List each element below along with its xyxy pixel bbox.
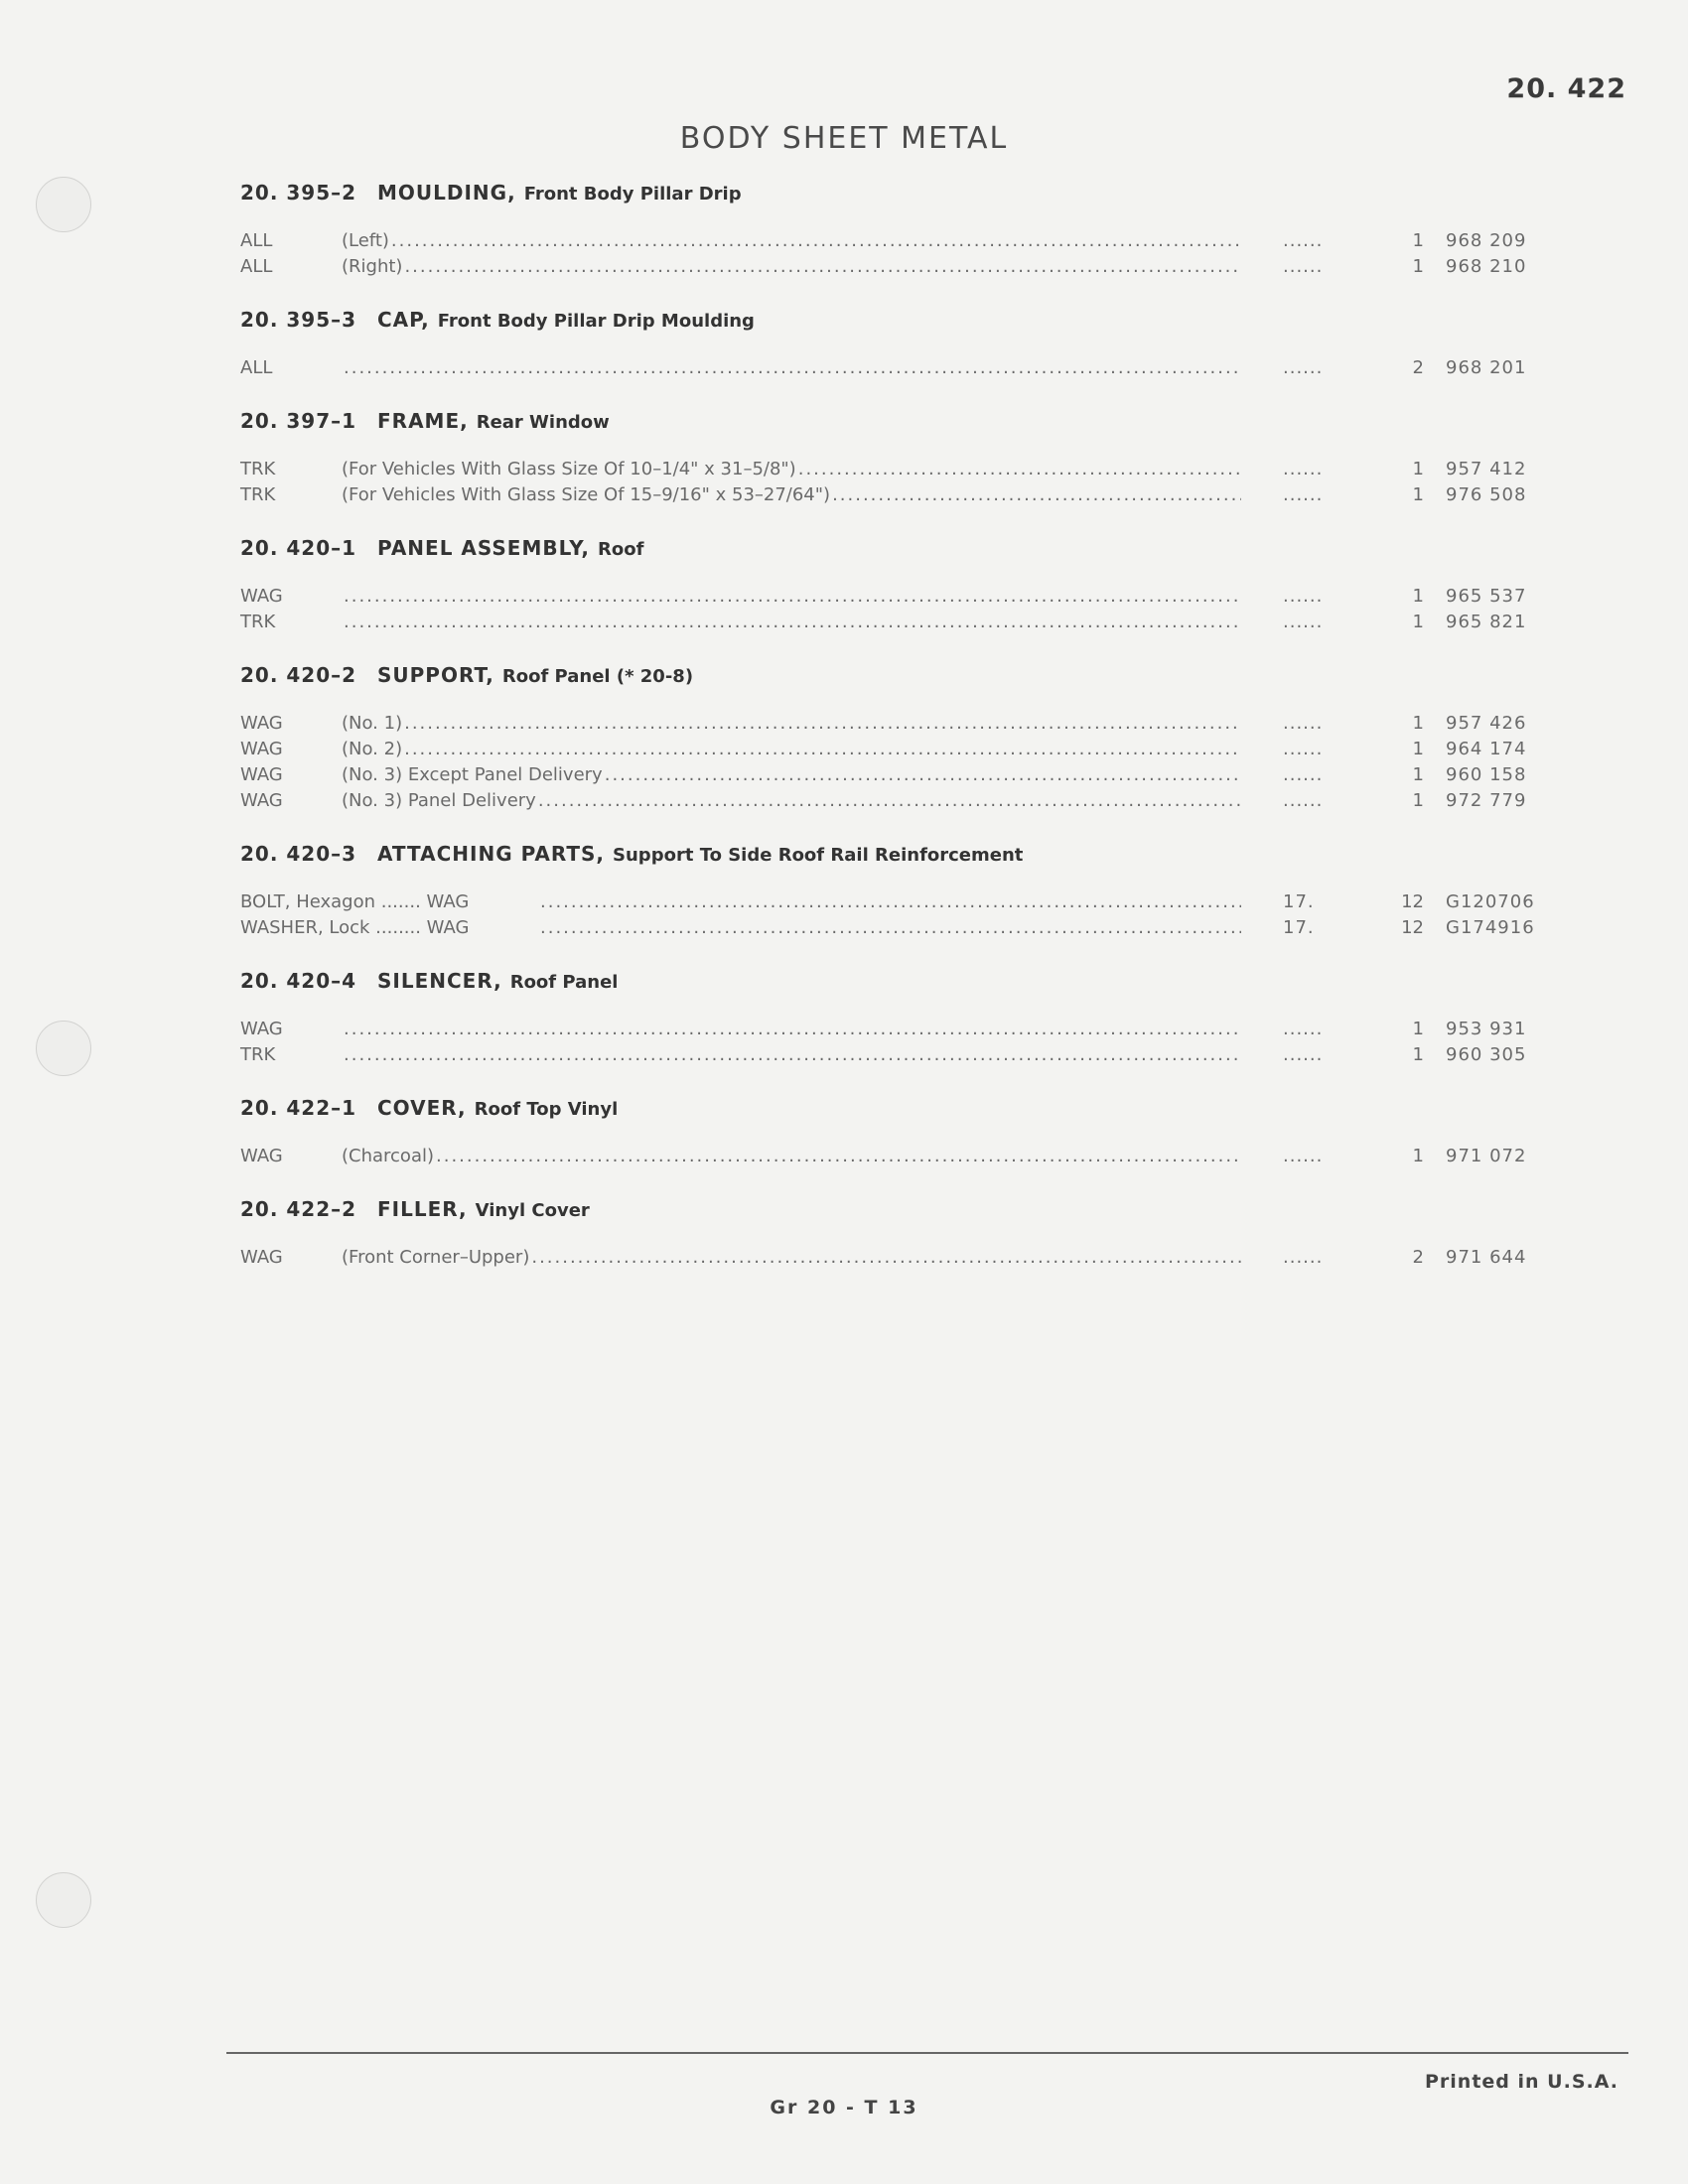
model-code: WAG <box>240 790 283 811</box>
model-code: TRK <box>240 612 276 632</box>
section <box>240 842 1561 943</box>
part-description-text: (Right) <box>342 256 403 277</box>
part-description-text: (For Vehicles With Glass Size Of 10–1/4" x 31–5/8") <box>342 459 796 479</box>
section <box>240 1197 1561 1273</box>
section-number: 20. 420–3 <box>240 842 357 866</box>
model-code: BOLT, Hexagon ....... WAG <box>240 891 470 912</box>
reference: ...... <box>1283 764 1324 785</box>
section-name: SUPPORT, <box>377 663 494 687</box>
parts-list <box>240 181 1561 1298</box>
part-number: G120706 <box>1446 891 1535 912</box>
leader-dots <box>344 1019 1241 1039</box>
page-number: 20. 422 <box>1506 73 1626 104</box>
part-number: 971 644 <box>1446 1247 1527 1268</box>
part-number: 972 779 <box>1446 790 1527 811</box>
punch-hole <box>36 1021 91 1076</box>
section-heading <box>240 969 1561 1005</box>
reference: ...... <box>1283 256 1324 277</box>
quantity: 12 <box>1401 891 1424 912</box>
model-code: ALL <box>240 256 273 277</box>
section-number: 20. 397–1 <box>240 409 357 433</box>
part-number: 971 072 <box>1446 1146 1527 1166</box>
section-number: 20. 422–2 <box>240 1197 357 1221</box>
part-description <box>342 230 1241 251</box>
quantity: 1 <box>1412 713 1424 734</box>
section-number: 20. 422–1 <box>240 1096 357 1120</box>
part-number: 960 305 <box>1446 1044 1527 1065</box>
model-code: WAG <box>240 739 283 759</box>
quantity: 1 <box>1412 739 1424 759</box>
reference: ...... <box>1283 230 1324 251</box>
part-description <box>342 764 1241 785</box>
section-description: Roof <box>598 539 644 560</box>
part-row <box>240 790 1561 816</box>
part-number: 964 174 <box>1446 739 1527 759</box>
section-name: SILENCER, <box>377 969 502 993</box>
section <box>240 969 1561 1070</box>
section-description: Roof Top Vinyl <box>474 1099 619 1120</box>
part-description <box>342 484 1241 505</box>
part-number: 968 201 <box>1446 357 1527 378</box>
section <box>240 1096 1561 1171</box>
section-description: Support To Side Roof Rail Reinforcement <box>613 845 1024 866</box>
part-description-text: (For Vehicles With Glass Size Of 15–9/16" x 53–27/64") <box>342 484 831 505</box>
part-row <box>240 1044 1561 1070</box>
part-rows <box>240 1019 1561 1070</box>
model-code: TRK <box>240 459 276 479</box>
section-description: Rear Window <box>476 412 610 433</box>
reference: ...... <box>1283 459 1324 479</box>
section <box>240 181 1561 282</box>
part-rows <box>240 891 1561 943</box>
model-code: WAG <box>240 586 283 607</box>
section <box>240 308 1561 383</box>
quantity: 1 <box>1412 1019 1424 1039</box>
part-number: 965 537 <box>1446 586 1527 607</box>
quantity: 1 <box>1412 484 1424 505</box>
leader-dots <box>436 1146 1241 1166</box>
leader-dots <box>391 230 1241 251</box>
model-code: WASHER, Lock ........ WAG <box>240 917 470 938</box>
section-number: 20. 395–3 <box>240 308 357 332</box>
part-rows <box>240 1146 1561 1171</box>
part-row <box>240 764 1561 790</box>
model-code: WAG <box>240 764 283 785</box>
part-row <box>240 917 1561 943</box>
section <box>240 409 1561 510</box>
punch-hole <box>36 1872 91 1928</box>
leader-dots <box>344 612 1241 632</box>
reference: ...... <box>1283 612 1324 632</box>
section-number: 20. 420–2 <box>240 663 357 687</box>
part-description <box>342 612 1241 632</box>
section-description: Roof Panel <box>509 972 619 993</box>
quantity: 1 <box>1412 459 1424 479</box>
reference: ...... <box>1283 1044 1324 1065</box>
reference: ...... <box>1283 790 1324 811</box>
part-rows <box>240 1247 1561 1273</box>
part-description <box>342 1044 1241 1065</box>
part-description <box>342 739 1241 759</box>
part-row <box>240 612 1561 637</box>
part-rows <box>240 357 1561 383</box>
leader-dots <box>404 256 1241 277</box>
part-rows <box>240 230 1561 282</box>
section-heading <box>240 409 1561 445</box>
section-name: PANEL ASSEMBLY, <box>377 536 591 560</box>
leader-dots <box>404 713 1241 734</box>
part-number: G174916 <box>1446 917 1535 938</box>
model-code: WAG <box>240 1019 283 1039</box>
part-number: 976 508 <box>1446 484 1527 505</box>
section-name: FRAME, <box>377 409 469 433</box>
section-number: 20. 420–1 <box>240 536 357 560</box>
part-row <box>240 713 1561 739</box>
section-number: 20. 395–2 <box>240 181 357 205</box>
quantity: 12 <box>1401 917 1424 938</box>
reference: ...... <box>1283 1146 1324 1166</box>
part-description-text: (No. 1) <box>342 713 403 734</box>
section-description: Vinyl Cover <box>475 1200 590 1221</box>
quantity: 2 <box>1412 1247 1424 1268</box>
part-number: 957 426 <box>1446 713 1527 734</box>
section-heading <box>240 308 1561 343</box>
part-row <box>240 230 1561 256</box>
section-heading <box>240 842 1561 878</box>
part-row <box>240 459 1561 484</box>
leader-dots <box>832 484 1241 505</box>
section-heading <box>240 181 1561 216</box>
part-description-text: (No. 2) <box>342 739 403 759</box>
leader-dots <box>344 1044 1241 1065</box>
section-heading <box>240 663 1561 699</box>
part-row <box>240 586 1561 612</box>
model-code: WAG <box>240 1146 283 1166</box>
reference: ...... <box>1283 484 1324 505</box>
part-row <box>240 1247 1561 1273</box>
reference: 17. <box>1283 917 1315 938</box>
part-row <box>240 739 1561 764</box>
model-code: TRK <box>240 484 276 505</box>
part-row <box>240 484 1561 510</box>
section-name: MOULDING, <box>377 181 516 205</box>
section-number: 20. 420–4 <box>240 969 357 993</box>
part-rows <box>240 459 1561 510</box>
part-description <box>342 1146 1241 1166</box>
model-code: TRK <box>240 1044 276 1065</box>
part-row <box>240 891 1561 917</box>
section-heading <box>240 1197 1561 1233</box>
quantity: 1 <box>1412 612 1424 632</box>
part-number: 960 158 <box>1446 764 1527 785</box>
footer-printed-in: Printed in U.S.A. <box>1425 2071 1618 2093</box>
part-description <box>342 790 1241 811</box>
page-title: BODY SHEET METAL <box>679 121 1009 156</box>
part-description <box>538 891 1241 912</box>
part-description <box>342 1247 1241 1268</box>
part-row <box>240 357 1561 383</box>
section-name: FILLER, <box>377 1197 468 1221</box>
part-description <box>538 917 1241 938</box>
quantity: 1 <box>1412 256 1424 277</box>
section-name: COVER, <box>377 1096 467 1120</box>
part-description <box>342 713 1241 734</box>
quantity: 1 <box>1412 230 1424 251</box>
part-number: 953 931 <box>1446 1019 1527 1039</box>
part-number: 968 209 <box>1446 230 1527 251</box>
part-rows <box>240 586 1561 637</box>
punch-hole <box>36 177 91 232</box>
part-number: 965 821 <box>1446 612 1527 632</box>
section-description: Roof Panel (* 20-8) <box>501 666 694 687</box>
section <box>240 663 1561 816</box>
section-name: CAP, <box>377 308 430 332</box>
part-rows <box>240 713 1561 816</box>
part-description-text: (No. 3) Except Panel Delivery <box>342 764 603 785</box>
model-code: ALL <box>240 357 273 378</box>
part-description-text: (No. 3) Panel Delivery <box>342 790 536 811</box>
reference: ...... <box>1283 739 1324 759</box>
footer-rule <box>226 2052 1628 2054</box>
leader-dots <box>798 459 1241 479</box>
reference: ...... <box>1283 1019 1324 1039</box>
part-description <box>342 256 1241 277</box>
leader-dots <box>344 586 1241 607</box>
reference: ...... <box>1283 357 1324 378</box>
model-code: ALL <box>240 230 273 251</box>
part-description-text: (Charcoal) <box>342 1146 434 1166</box>
section-name: ATTACHING PARTS, <box>377 842 606 866</box>
part-row <box>240 256 1561 282</box>
footer-group-code: Gr 20 - T 13 <box>770 2097 918 2118</box>
section-heading <box>240 1096 1561 1132</box>
reference: ...... <box>1283 1247 1324 1268</box>
reference: ...... <box>1283 586 1324 607</box>
part-description <box>342 586 1241 607</box>
part-description <box>342 357 1241 378</box>
leader-dots <box>605 764 1241 785</box>
leader-dots <box>531 1247 1241 1268</box>
part-row <box>240 1019 1561 1044</box>
quantity: 1 <box>1412 764 1424 785</box>
model-code: WAG <box>240 713 283 734</box>
leader-dots <box>538 790 1241 811</box>
section <box>240 536 1561 637</box>
leader-dots <box>540 917 1241 938</box>
part-row <box>240 1146 1561 1171</box>
leader-dots <box>404 739 1241 759</box>
part-description-text: (Left) <box>342 230 389 251</box>
quantity: 2 <box>1412 357 1424 378</box>
part-description <box>342 459 1241 479</box>
reference: ...... <box>1283 713 1324 734</box>
part-description <box>342 1019 1241 1039</box>
part-number: 957 412 <box>1446 459 1527 479</box>
leader-dots <box>344 357 1241 378</box>
leader-dots <box>540 891 1241 912</box>
reference: 17. <box>1283 891 1315 912</box>
section-description: Front Body Pillar Drip Moulding <box>437 311 755 332</box>
part-description-text: (Front Corner–Upper) <box>342 1247 530 1268</box>
quantity: 1 <box>1412 1044 1424 1065</box>
model-code: WAG <box>240 1247 283 1268</box>
section-description: Front Body Pillar Drip <box>523 184 742 205</box>
quantity: 1 <box>1412 1146 1424 1166</box>
quantity: 1 <box>1412 790 1424 811</box>
part-number: 968 210 <box>1446 256 1527 277</box>
quantity: 1 <box>1412 586 1424 607</box>
section-heading <box>240 536 1561 572</box>
